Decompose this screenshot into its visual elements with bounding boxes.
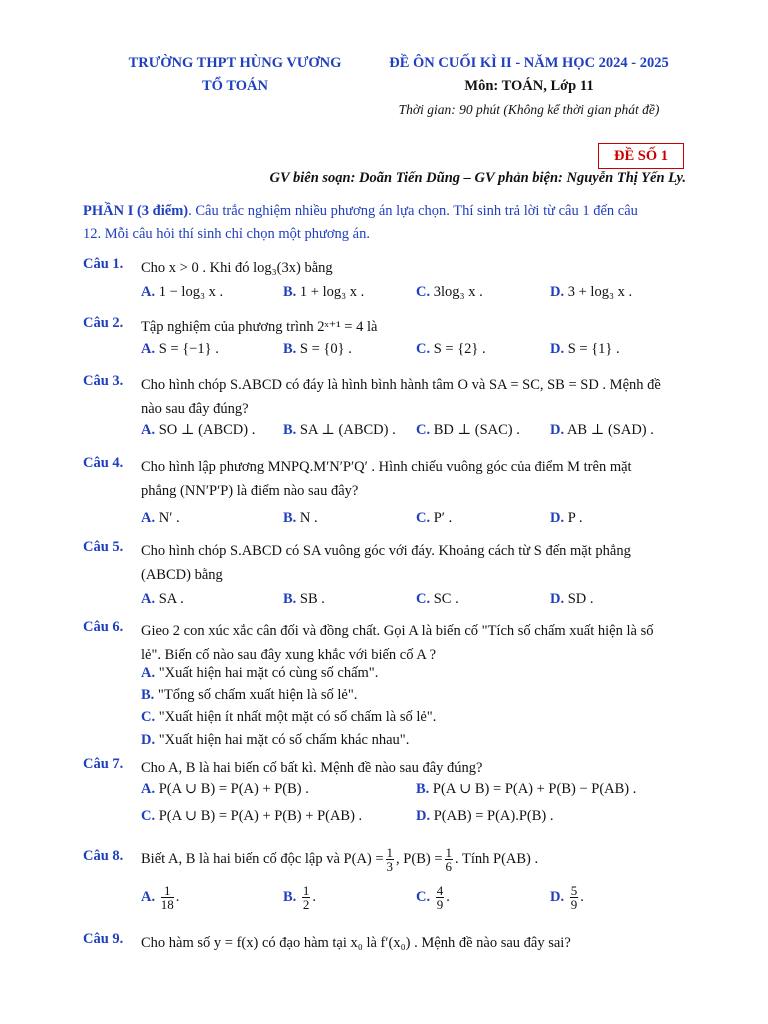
- option-key: B.: [283, 284, 297, 300]
- fraction-denominator: 18: [160, 897, 174, 912]
- fraction-numerator: 4: [436, 883, 444, 898]
- school-header: [100, 52, 370, 98]
- question-text: [141, 846, 688, 873]
- exam-code-box: ĐỀ SỐ 1: [598, 143, 684, 169]
- question-text-part-a: Biết A, B là hai biến cố độc lập và P(A) =: [141, 850, 384, 867]
- fraction: [445, 846, 454, 873]
- option-key: B.: [283, 510, 297, 526]
- option-b[interactable]: [416, 781, 636, 798]
- fraction-denominator: 9: [436, 897, 444, 912]
- question-label: Câu 2.: [83, 315, 124, 331]
- option-key: A.: [141, 422, 156, 438]
- option-key: C.: [416, 341, 431, 357]
- option-text: 3log₃ x .: [433, 284, 483, 300]
- question-text-line2: phẳng (NN′P′P) là điểm nào sau đây?: [141, 483, 359, 499]
- question-text: Tập nghiệm của phương trình 2ˣ⁺¹ = 4 là: [141, 319, 378, 335]
- option-key: B.: [283, 888, 297, 905]
- fraction-numerator: 1: [161, 884, 174, 898]
- option-d[interactable]: [550, 284, 632, 301]
- option-b[interactable]: [283, 341, 352, 358]
- option-text: SO ⊥ (ABCD) .: [158, 422, 256, 438]
- question-text: Cho A, B là hai biến cố bất kì. Mệnh đề nào sau đây đúng?: [141, 760, 483, 776]
- option-b[interactable]: [283, 591, 325, 608]
- option-key: C.: [141, 709, 156, 725]
- question-text-line1: Gieo 2 con xúc xắc cân đối và đồng chất. Gọi A là biến cố "Tích số chấm xuất hiện là số: [141, 623, 654, 639]
- option-text: P(A ∪ B) = P(A) + P(B) − P(AB) .: [432, 781, 637, 797]
- fraction-denominator: 9: [570, 897, 578, 912]
- fraction-numerator: 1: [386, 845, 394, 860]
- option-c[interactable]: [141, 808, 362, 825]
- option-text: "Xuất hiện ít nhất một mặt có số chấm là số lẻ".: [158, 709, 437, 725]
- option-b[interactable]: [141, 687, 357, 704]
- option-a[interactable]: [141, 284, 223, 301]
- fraction: [161, 884, 174, 911]
- school-name: TRƯỜNG THPT HÙNG VƯƠNG: [128, 55, 342, 71]
- option-text: 1 − log₃ x .: [158, 284, 224, 300]
- option-b[interactable]: [283, 510, 318, 527]
- option-text: BD ⊥ (SAC) .: [433, 422, 520, 438]
- option-key: A.: [141, 665, 156, 681]
- option-d[interactable]: [550, 591, 594, 608]
- option-c[interactable]: [416, 284, 483, 301]
- option-d[interactable]: [550, 422, 654, 439]
- fraction: [570, 884, 579, 911]
- option-key: A.: [141, 341, 156, 357]
- part1-intro-line1: . Câu trắc nghiệm nhiều phương án lựa chọn. Thí sinh trả lời từ câu 1 đến câu: [188, 203, 638, 219]
- fraction-denominator: 6: [445, 859, 452, 874]
- exam-time: Thời gian: 90 phút (Không kể thời gian phát đề): [398, 102, 660, 117]
- question-label: Câu 1.: [83, 256, 124, 272]
- option-text: SA .: [158, 591, 184, 607]
- option-key: B.: [416, 781, 430, 797]
- question-text-line2: nào sau đây đúng?: [141, 401, 249, 417]
- option-text: P(A ∪ B) = P(A) + P(B) .: [158, 781, 309, 797]
- option-text: S = {−1} .: [158, 341, 219, 357]
- option-d[interactable]: [550, 510, 583, 527]
- option-key: D.: [550, 341, 565, 357]
- part1-intro: [83, 200, 686, 246]
- fraction-numerator: 1: [445, 845, 452, 860]
- fraction: [386, 846, 395, 873]
- option-key: A.: [141, 781, 156, 797]
- authors-line: GV biên soạn: Doãn Tiến Dũng – GV phản biện: Nguyễn Thị Yến Ly.: [269, 170, 686, 186]
- option-key: A.: [141, 510, 156, 526]
- question-text-line1: Cho hình chóp S.ABCD có đáy là hình bình hành tâm O và SA = SC, SB = SD . Mệnh đề: [141, 377, 661, 393]
- option-text: P .: [567, 510, 583, 526]
- option-key: D.: [550, 888, 565, 905]
- option-key: D.: [550, 510, 565, 526]
- question-text: [141, 539, 688, 587]
- question-text: [141, 455, 688, 503]
- option-text: S = {0} .: [299, 341, 352, 357]
- question-label: Câu 8.: [83, 848, 124, 864]
- question-label: Câu 6.: [83, 619, 124, 635]
- option-key: D.: [416, 808, 431, 824]
- fraction-numerator: 1: [302, 883, 310, 898]
- question-text: Cho x > 0 . Khi đó log₃(3x) bằng: [141, 260, 333, 276]
- option-c[interactable]: [416, 341, 486, 358]
- option-key: B.: [283, 422, 297, 438]
- option-text: AB ⊥ (SAD) .: [566, 422, 654, 438]
- option-c[interactable]: [416, 591, 459, 608]
- exam-title: ĐỀ ÔN CUỐI KÌ II - NĂM HỌC 2024 - 2025: [389, 55, 669, 71]
- fraction: [302, 884, 311, 911]
- option-key: A.: [141, 284, 156, 300]
- question-text: Cho hàm số y = f(x) có đạo hàm tại x₀ là f′(x₀) . Mệnh đề nào sau đây sai?: [141, 935, 571, 951]
- question-text-line2: lẻ". Biến cố nào sau đây xung khắc với biến cố A ?: [141, 647, 437, 663]
- department-name: TỔ TOÁN: [202, 78, 268, 94]
- question-text: [141, 373, 688, 421]
- option-text: "Xuất hiện hai mặt có cùng số chấm".: [158, 665, 379, 681]
- option-text: P′ .: [433, 510, 453, 526]
- option-key: A.: [141, 591, 156, 607]
- part1-intro-line2: 12. Mỗi câu hỏi thí sinh chỉ chọn một phương án.: [83, 226, 370, 242]
- question-label: Câu 4.: [83, 455, 124, 471]
- option-text: N′ .: [158, 510, 180, 526]
- option-key: C.: [416, 284, 431, 300]
- option-text: P(A ∪ B) = P(A) + P(B) + P(AB) .: [158, 808, 363, 824]
- part1-title: PHẦN I (3 điểm): [83, 203, 189, 219]
- option-a[interactable]: [141, 510, 180, 527]
- option-d[interactable]: D. $\frac{5}{9}$ .: [550, 883, 584, 912]
- option-a[interactable]: [141, 665, 378, 682]
- option-text: 1 + log₃ x .: [299, 284, 365, 300]
- option-text: SC .: [433, 591, 459, 607]
- option-key: C.: [141, 808, 156, 824]
- option-c[interactable]: C. $\frac{4}{9}$ .: [416, 883, 450, 912]
- option-key: D.: [550, 422, 565, 438]
- option-c[interactable]: [416, 510, 452, 527]
- option-b[interactable]: [283, 422, 396, 439]
- exam-header: [370, 52, 688, 121]
- option-a[interactable]: [141, 781, 309, 798]
- question-label: Câu 5.: [83, 539, 124, 555]
- option-key: B.: [283, 341, 297, 357]
- option-text: N .: [299, 510, 318, 526]
- question-label: Câu 7.: [83, 756, 124, 772]
- option-c[interactable]: [416, 422, 520, 439]
- question-text: [141, 619, 688, 667]
- fraction: [436, 884, 445, 911]
- option-d[interactable]: [141, 732, 409, 749]
- option-text: 3 + log₃ x .: [567, 284, 633, 300]
- question-label: Câu 9.: [83, 931, 124, 947]
- fraction-denominator: 2: [302, 897, 310, 912]
- option-key: C.: [416, 422, 431, 438]
- option-key: C.: [416, 510, 431, 526]
- option-key: C.: [416, 888, 431, 905]
- option-key: B.: [283, 591, 297, 607]
- option-a[interactable]: [141, 422, 255, 439]
- option-key: C.: [416, 591, 431, 607]
- option-key: D.: [550, 591, 565, 607]
- option-key: D.: [141, 732, 156, 748]
- option-key: B.: [141, 687, 155, 703]
- option-text: SB .: [299, 591, 325, 607]
- option-text: SA ⊥ (ABCD) .: [299, 422, 396, 438]
- exam-subject: Môn: TOÁN, Lớp 11: [464, 78, 594, 94]
- question-label: Câu 3.: [83, 373, 124, 389]
- option-text: SD .: [567, 591, 594, 607]
- question-text-part-c: . Tính P(AB) .: [455, 850, 539, 867]
- option-b[interactable]: [283, 284, 364, 301]
- option-a[interactable]: [141, 341, 219, 358]
- option-key: A.: [141, 888, 156, 905]
- option-d[interactable]: [416, 808, 554, 825]
- question-text-line1: Cho hình lập phương MNPQ.M′N′P′Q′ . Hình chiếu vuông góc của điểm M trên mặt: [141, 459, 632, 475]
- option-text: S = {1} .: [567, 341, 620, 357]
- question-text-line1: Cho hình chóp S.ABCD có SA vuông góc với đáy. Khoảng cách từ S đến mặt phẳng: [141, 543, 631, 559]
- option-text: P(AB) = P(A).P(B) .: [433, 808, 554, 824]
- option-c[interactable]: [141, 709, 436, 726]
- option-text: "Tổng số chấm xuất hiện là số lẻ".: [157, 687, 358, 703]
- fraction-numerator: 5: [570, 883, 578, 898]
- option-d[interactable]: [550, 341, 620, 358]
- option-b[interactable]: B. $\frac{1}{2}$ .: [283, 883, 317, 912]
- option-a[interactable]: [141, 591, 184, 608]
- question-text-line2: (ABCD) bằng: [141, 567, 223, 583]
- fraction-denominator: 3: [386, 859, 394, 874]
- option-text: S = {2} .: [433, 341, 486, 357]
- option-key: D.: [550, 284, 565, 300]
- option-a[interactable]: A. $\frac{1}{18}$ .: [141, 883, 180, 912]
- option-text: "Xuất hiện hai mặt có số chấm khác nhau".: [158, 732, 410, 748]
- question-text-part-b: , P(B) =: [396, 850, 443, 867]
